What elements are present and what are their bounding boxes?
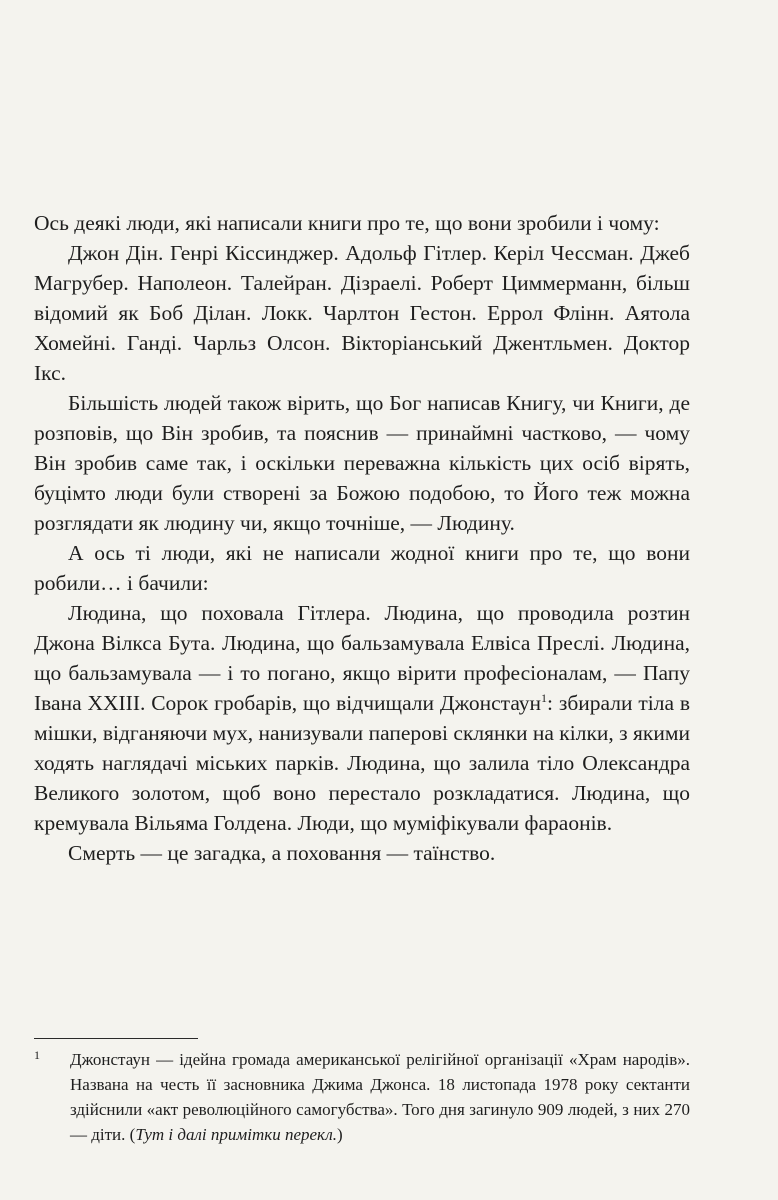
footnote-close: ) xyxy=(337,1125,343,1144)
paragraph-undertakers-after: : збирали тіла в мішки, відганяючи мух, нанизували паперові склянки на кілки, з якими ходять наглядачі міських парків. Людина, що залила тіло Олександра Великого золотом, щоб воно перестало розкладатися. Людина, що кремувала Вільяма Голдена. Люди, що муміфікували фараонів. xyxy=(34,691,690,835)
footnote-text: Джонстаун — ідейна громада американської релігійної організації «Храм народів». Названа на честь її засновника Джима Джонса. 18 листопада 1978 року сектанти здійснили «акт революційного самогубства». Того дня загинуло 909 людей, з них 270 — діти. ( xyxy=(70,1050,690,1144)
paragraph-undertakers-list xyxy=(34,598,690,838)
footnote-body xyxy=(34,1047,690,1147)
paragraph-undertakers-before: Людина, що поховала Гітлера. Людина, що проводила розтин Джона Вілкса Бута. Людина, що бальзамувала Елвіса Преслі. Людина, що бальзамувала — і то погано, якщо вірити професіоналам, — Папу Івана XXIII. Сорок гробарів, що відчищали Джонстаун xyxy=(34,601,690,715)
paragraph-death-mystery-text: Смерть — це загадка, а поховання — таїнство. xyxy=(68,841,496,865)
paragraph-authors-list-text: Джон Дін. Генрі Кіссинджер. Адольф Гітлер. Керіл Чессман. Джеб Магрубер. Наполеон. Талейран. Дізраелі. Роберт Циммерманн, більш відомий як Боб Ділан. Локк. Чарлтон Гестон. Еррол Флінн. Аятола Хомейні. Ганді. Чарльз Олсон. Вікторіанський Джентльмен. Доктор Ікс. xyxy=(34,241,690,385)
footnote-divider xyxy=(34,1038,198,1039)
paragraph-intro-text: Ось деякі люди, які написали книги про те, що вони зробили і чому: xyxy=(34,211,660,235)
paragraph-not-written-text: А ось ті люди, які не написали жодної книги про те, що вони робили… і бачили: xyxy=(34,541,690,595)
paragraph-not-written xyxy=(34,538,690,598)
paragraph-god-book-text: Більшість людей також вірить, що Бог написав Книгу, чи Книги, де розповів, що Він зробив, та пояснив — принаймні частково, — чому Він зробив саме так, і оскільки переважна кількість цих осіб вірять, буцімто люди були створені за Божою подобою, то Його теж можна розглядати як людину чи, якщо точніше, — Людину. xyxy=(34,391,690,535)
main-text xyxy=(34,208,690,868)
footnote-mark: 1 xyxy=(34,1048,40,1062)
footnote xyxy=(34,1047,690,1147)
footnote-translator-note: Тут і далі примітки перекл. xyxy=(135,1125,337,1144)
footnote-reference[interactable]: 1 xyxy=(541,691,548,705)
paragraph-authors-list xyxy=(34,238,690,388)
paragraph-god-book xyxy=(34,388,690,538)
paragraph-intro xyxy=(34,208,690,238)
paragraph-death-mystery xyxy=(34,838,690,868)
